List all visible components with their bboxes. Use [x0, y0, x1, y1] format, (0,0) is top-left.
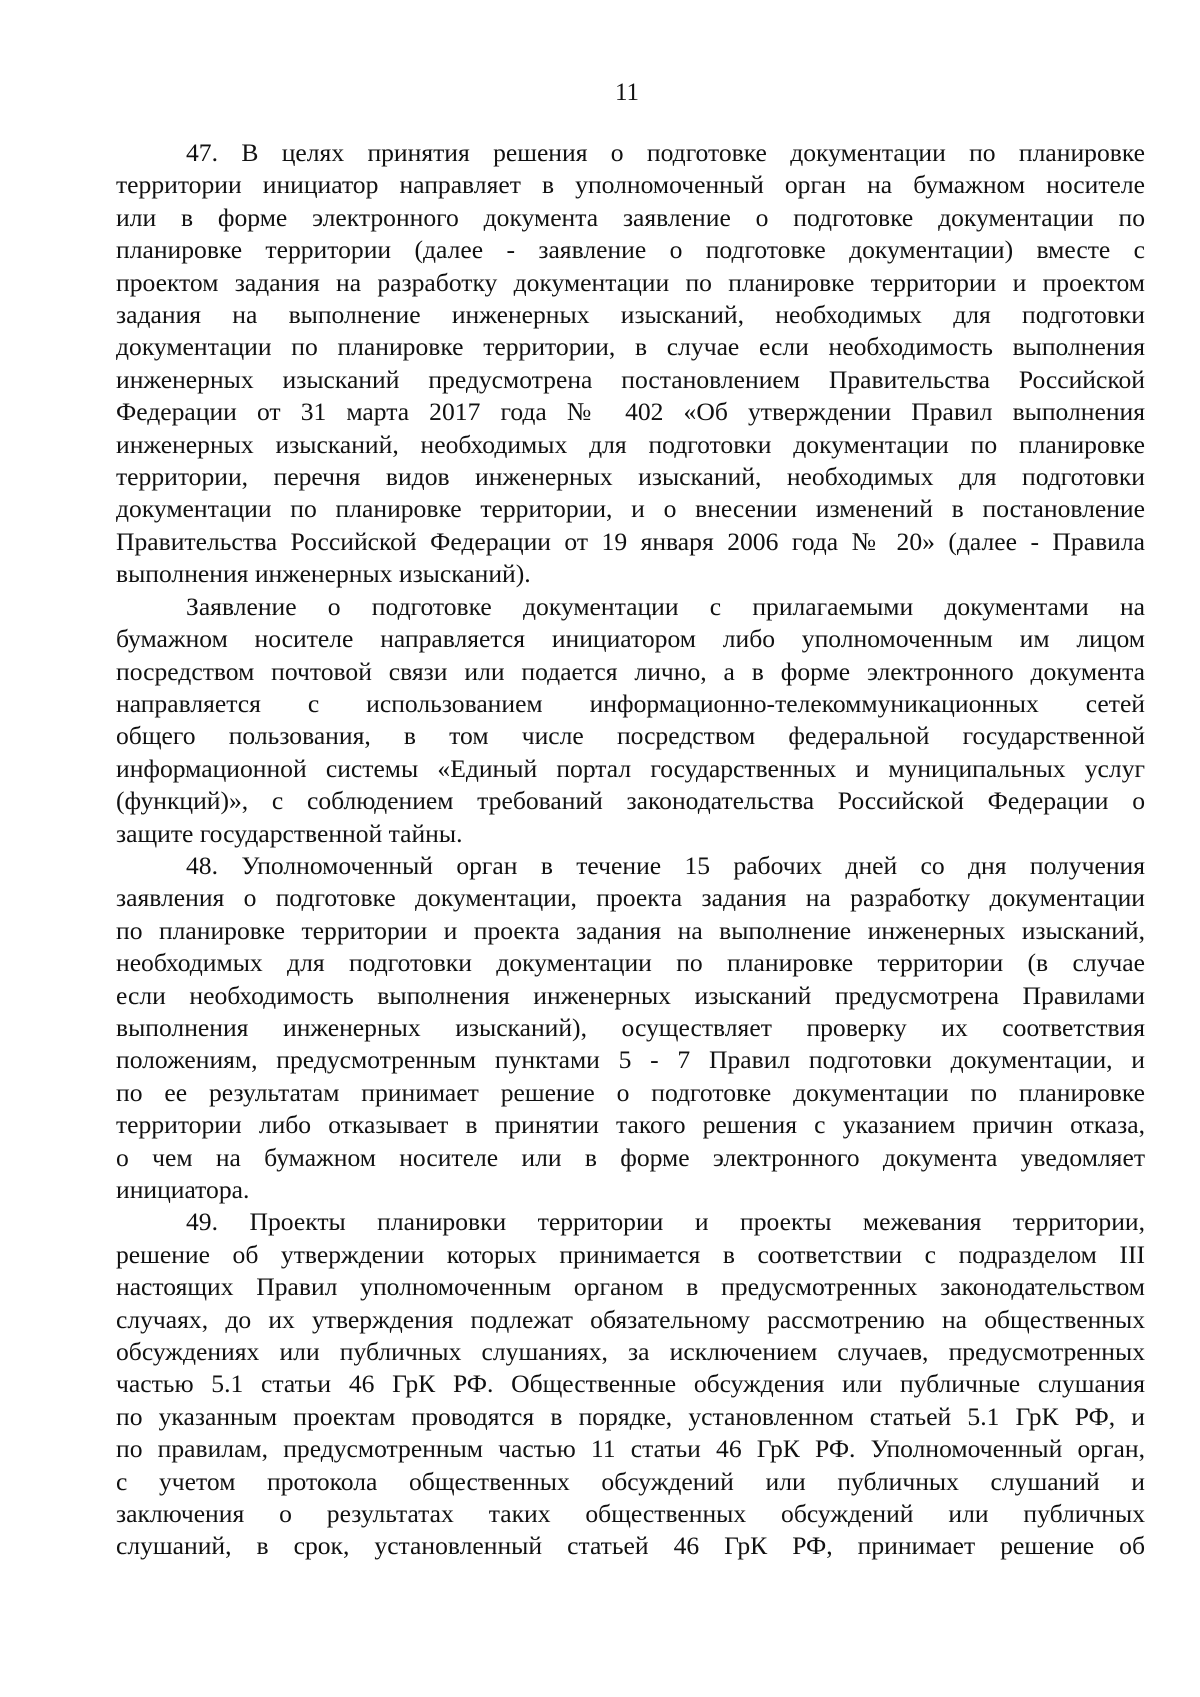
paragraph-48 [116, 850, 1145, 1206]
paragraph-49 [116, 1206, 1145, 1562]
text-line: с учетом протокола общественных обсуждений или публичных слушаний и [116, 1466, 1145, 1496]
text-line: Федерации от 31 марта 2017 года № 402 «Об утверждении Правил выполнения [116, 397, 1145, 427]
text-line: выполнения инженерных изысканий). [116, 559, 531, 589]
text-line: территории либо отказывает в принятии такого решения с указанием причин отказа, [116, 1110, 1145, 1140]
text-line: заключения о результатах таких общественных обсуждений или публичных [116, 1499, 1145, 1529]
text-line: документации по планировке территории, и о внесении изменений в постановление [116, 494, 1145, 524]
text-line: если необходимость выполнения инженерных изысканий предусмотрена Правилами [116, 980, 1145, 1010]
text-line: необходимых для подготовки документации по планировке территории (в случае [116, 948, 1145, 978]
text-line: территории, перечня видов инженерных изысканий, необходимых для подготовки [116, 462, 1145, 492]
paragraph-47-application [116, 591, 1145, 850]
text-line: информационной системы «Единый портал государственных и муниципальных услуг [116, 753, 1145, 783]
text-line: инженерных изысканий предусмотрена постановлением Правительства Российской [116, 364, 1145, 394]
text-line: задания на выполнение инженерных изысканий, необходимых для подготовки [116, 300, 1145, 330]
text-line: по указанным проектам проводятся в порядке, установленном статьей 5.1 ГрК РФ, и [116, 1401, 1145, 1431]
text-line: 48. Уполномоченный орган в течение 15 рабочих дней со дня получения [186, 850, 1145, 880]
text-line: направляется с использованием информационно-телекоммуникационных сетей [116, 688, 1145, 718]
text-line: положениям, предусмотренным пунктами 5 - 7 Правил подготовки документации, и [116, 1045, 1145, 1075]
text-line: о чем на бумажном носителе или в форме электронного документа уведомляет [116, 1142, 1145, 1172]
text-line: по ее результатам принимает решение о подготовке документации по планировке [116, 1077, 1145, 1107]
text-line: территории инициатор направляет в уполномоченный орган на бумажном носителе [116, 170, 1145, 200]
text-line: проектом задания на разработку документации по планировке территории и проектом [116, 267, 1145, 297]
text-line: общего пользования, в том числе посредством федеральной государственной [116, 721, 1145, 751]
text-line: инженерных изысканий, необходимых для подготовки документации по планировке [116, 429, 1145, 459]
text-line: настоящих Правил уполномоченным органом в предусмотренных законодательством [116, 1272, 1145, 1302]
text-line: планировке территории (далее - заявление о подготовке документации) вместе с [116, 235, 1145, 265]
text-line: слушаний, в срок, установленный статьей 46 ГрК РФ, принимает решение об [116, 1531, 1145, 1561]
text-line: посредством почтовой связи или подается лично, а в форме электронного документа [116, 656, 1145, 686]
text-line: случаях, до их утверждения подлежат обязательному рассмотрению на общественных [116, 1304, 1145, 1334]
text-line: документации по планировке территории, в случае если необходимость выполнения [116, 332, 1145, 362]
text-line: инициатора. [116, 1175, 250, 1204]
text-line: частью 5.1 статьи 46 ГрК РФ. Общественные обсуждения или публичные слушания [116, 1369, 1145, 1399]
text-line: Заявление о подготовке документации с прилагаемыми документами на [186, 591, 1145, 621]
text-line: по правилам, предусмотренным частью 11 статьи 46 ГрК РФ. Уполномоченный орган, [116, 1434, 1145, 1464]
text-line: или в форме электронного документа заявление о подготовке документации по [116, 202, 1145, 232]
page-number: 11 [614, 79, 640, 106]
text-line: 47. В целях принятия решения о подготовке документации по планировке [186, 138, 1145, 167]
text-line: бумажном носителе направляется инициатором либо уполномоченным им лицом [116, 624, 1145, 654]
document-body [116, 137, 1145, 1563]
paragraph-47 [116, 137, 1145, 591]
text-line: защите государственной тайны. [116, 818, 463, 848]
text-line: по планировке территории и проекта задания на выполнение инженерных изысканий, [116, 915, 1145, 945]
text-line: 49. Проекты планировки территории и проекты межевания территории, [186, 1207, 1145, 1237]
text-line: (функций)», с соблюдением требований законодательства Российской Федерации о [116, 786, 1145, 816]
text-line: заявления о подготовке документации, проекта задания на разработку документации [116, 883, 1145, 913]
text-line: Правительства Российской Федерации от 19 января 2006 года № 20» (далее - Правила [116, 526, 1145, 556]
text-line: выполнения инженерных изысканий), осуществляет проверку их соответствия [116, 1012, 1145, 1042]
text-line: обсуждениях или публичных слушаниях, за исключением случаев, предусмотренных [116, 1337, 1145, 1367]
text-line: решение об утверждении которых принимается в соответствии с подразделом III [116, 1239, 1145, 1269]
